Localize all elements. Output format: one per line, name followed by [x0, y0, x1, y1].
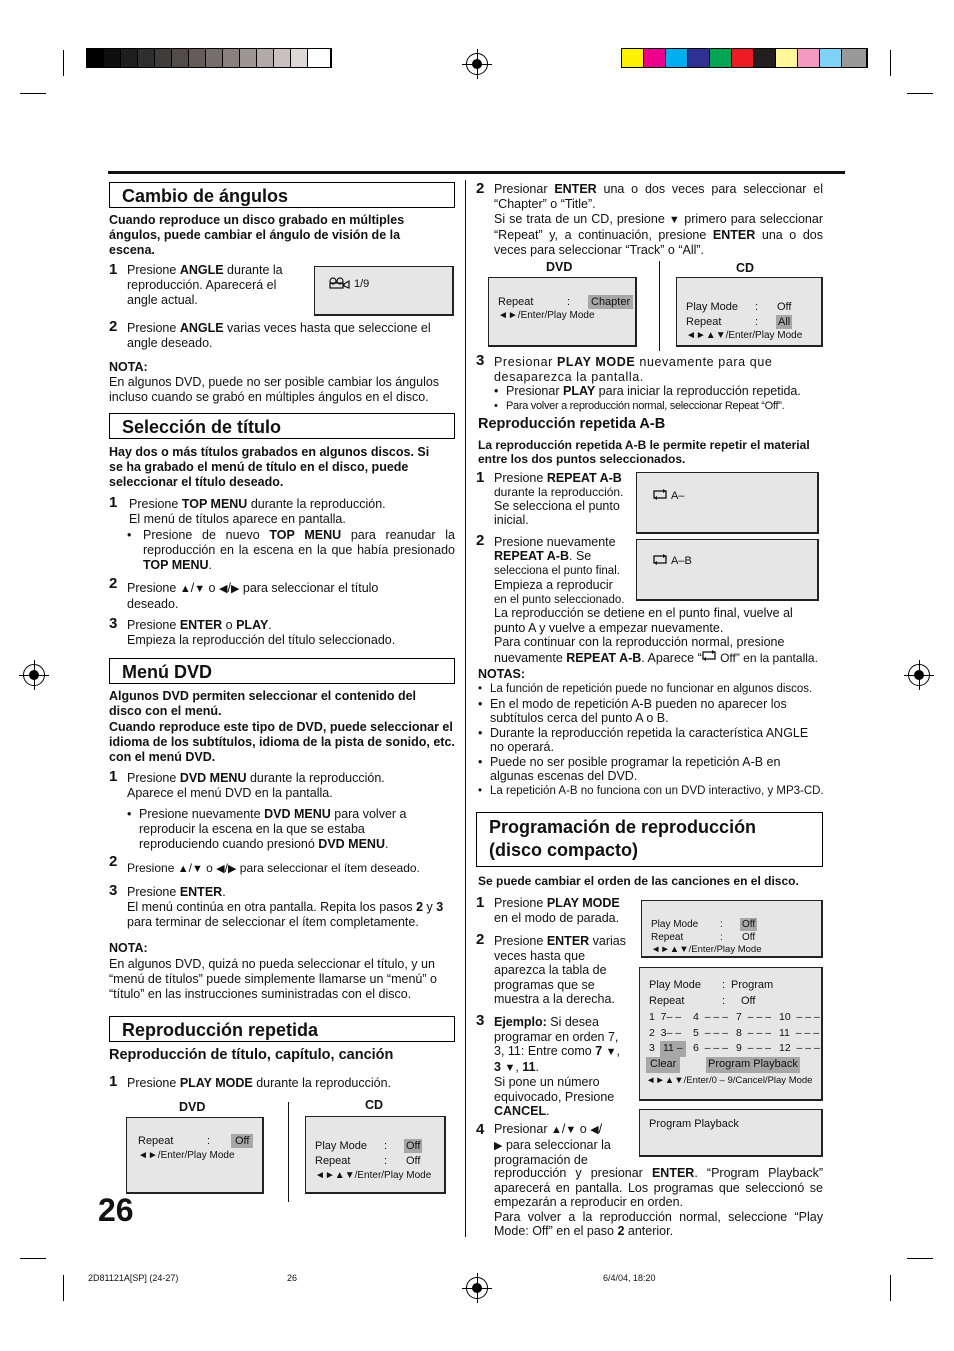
program-slot: 10 – – – — [779, 1011, 820, 1023]
dvd-menu-step3: Presione ENTER. El menú continúa en otra pantalla. Repita los pasos 2 y 3 para terminar de seleccionar el ítem completamente. — [127, 885, 444, 929]
step-number: 3 — [109, 882, 118, 899]
step-number: 1 — [109, 261, 118, 278]
calibration-swatch — [754, 49, 776, 67]
title-selection-step2: Presione ▲/▼ o ◀/▶ para seleccionar el título deseado. — [127, 581, 379, 611]
osd-divider — [659, 261, 660, 351]
dvd-menu-bullet: • Presione nuevamente DVD MENU para volver a reproducir la escena en la que se estaba reproduciendo cuando presionó DVD MENU. — [127, 807, 407, 851]
section-title-repeat: Reproducción repetida — [109, 1016, 455, 1042]
ab-step1: Presione REPEAT A-B durante la reproducción. Se selecciona el punto inicial. — [494, 471, 624, 527]
angle-osd-value: 1/9 — [354, 278, 370, 290]
calibration-swatch — [666, 49, 688, 67]
dvd-label: DVD — [546, 260, 573, 274]
up-arrow-icon: ▲ — [177, 863, 189, 875]
step-number: 2 — [476, 532, 485, 549]
note-item: • En el modo de repetición A-B pueden no aparecer los subtítulos cerca del punto A o B. — [478, 696, 787, 725]
dvd-menu-step1: Presione DVD MENU durante la reproducción. Aparece el menú DVD en la pantalla. — [127, 771, 385, 800]
dvd-menu-intro1: Algunos DVD permiten seleccionar el contenido del disco con el menú. — [109, 689, 417, 718]
crop-mark — [20, 1258, 46, 1259]
ab-step2-detail: La reproducción se detiene en el punto final, vuelve al punto A y vuelve a empezar nuevamente. Para continuar con la reproducción normal, presione nuevamente REPEAT A-B. Aparece “ Off” en la pantalla. — [494, 606, 818, 665]
program-slot: 8 – – – — [736, 1026, 772, 1039]
program-slot: 4 – – – — [693, 1011, 729, 1023]
calibration-swatch — [274, 49, 291, 67]
registration-target-icon — [23, 664, 45, 686]
note-item: • Puede no ser posible programar la repetición A-B en algunas escenas del DVD. — [478, 754, 781, 783]
calibration-swatch — [820, 49, 842, 67]
gray-calibration-bar — [86, 48, 332, 68]
notes-label: NOTAS: — [478, 667, 525, 681]
calibration-swatch — [688, 49, 710, 67]
calibration-swatch — [104, 49, 121, 67]
step-number: 4 — [476, 1121, 485, 1138]
program-step4-detail: reproducción y presionar ENTER. “Program Playback” aparecerá en pantalla. Los programas que seleccionó se empezarán a reproducir en orden. Para volver a la reproducción normal, seleccione “Play Mode: Off” en el paso 2 anterior. — [494, 1166, 823, 1238]
program-step4: Presionar ▲/▼ o ◀/ ▶ para seleccionar la programación de — [494, 1122, 611, 1167]
ab-step2: Presione nuevamente REPEAT A-B. Se selecciona el punto final. Empieza a reproducir en el punto seleccionado. — [494, 535, 625, 606]
repeat-step2-dvd-osd: Repeat : Chapter ◄►/Enter/Play Mode — [488, 277, 637, 347]
program-slot: 1 7– – — [649, 1011, 682, 1023]
right-arrow-icon: ▶ — [227, 863, 237, 875]
calibration-swatch — [776, 49, 798, 67]
left-arrow-icon: ◀ — [218, 583, 228, 595]
down-arrow-icon: ▼ — [565, 1124, 577, 1136]
note-item: • Durante la reproducción repetida la característica ANGLE no operará. — [478, 725, 809, 754]
up-arrow-icon: ▲ — [179, 583, 191, 595]
step-number: 3 — [476, 352, 485, 369]
down-arrow-icon: ▼ — [504, 1061, 516, 1074]
program-slot: 9 – – – — [736, 1042, 772, 1054]
repeat-step2-cd-osd: Play Mode : Off Repeat : All ◄►▲▼/Enter/Play Mode — [676, 277, 823, 347]
footer-date: 6/4/04, 18:20 — [603, 1273, 656, 1283]
step-number: 1 — [109, 1073, 118, 1090]
down-arrow-icon: ▼ — [668, 214, 681, 226]
step-number: 1 — [476, 469, 485, 486]
calibration-swatch — [138, 49, 155, 67]
calibration-swatch — [189, 49, 206, 67]
repeat-icon — [702, 651, 717, 665]
registration-target-icon — [908, 664, 930, 686]
title-selection-step1: Presione TOP MENU durante la reproducción. El menú de títulos aparece en pantalla. — [129, 497, 386, 526]
calibration-swatch — [622, 49, 644, 67]
program-slot: 7 – – – — [736, 1011, 772, 1023]
calibration-swatch — [155, 49, 172, 67]
program-slot: 5 – – – — [693, 1026, 729, 1039]
calibration-swatch — [798, 49, 820, 67]
step-number: 2 — [476, 180, 485, 197]
crop-mark — [63, 50, 64, 76]
calibration-swatch — [644, 49, 666, 67]
title-selection-intro: Hay dos o más títulos grabados en algunos discos. Si se ha grabado el menú de título en el disco, puede seleccionar el título deseado. — [109, 445, 430, 489]
program-slot: 11 – – – — [779, 1026, 820, 1039]
osd-divider — [288, 1102, 289, 1202]
section-title-angles: Cambio de ángulos — [109, 182, 455, 208]
step-number: 1 — [109, 494, 118, 511]
title-selection-bullet: • Presione de nuevo TOP MENU para reanudar la reproducción en la escena en la que había presionado TOP MENU. — [127, 528, 456, 572]
program-slot-selected: 11 – — [660, 1041, 686, 1057]
note-item: • La repetición A-B no funciona con un DVD interactivo, y MP3-CD. — [478, 784, 824, 797]
footer-page: 26 — [287, 1273, 298, 1283]
program-slot: 12 – – – — [779, 1042, 820, 1054]
dvd-menu-step2: Presione ▲/▼ o ◀/▶ para seleccionar el ítem deseado. — [127, 861, 420, 875]
cd-label: CD — [365, 1098, 384, 1112]
calibration-swatch — [206, 49, 223, 67]
angle-camera-icon — [329, 277, 351, 293]
ab-repeat-title: Reproducción repetida A-B — [478, 416, 666, 432]
angles-intro: Cuando reproduce un disco grabado en múltiples ángulos, puede cambiar el ángulo de visión de la escena. — [109, 213, 405, 257]
calibration-swatch — [172, 49, 189, 67]
note-item: • La función de repetición puede no funcionar en algunos discos. — [478, 683, 813, 695]
crop-mark — [907, 93, 933, 94]
repeat-step1: Presione PLAY MODE durante la reproducción. — [127, 1076, 392, 1090]
crop-mark — [63, 1275, 64, 1301]
cd-label: CD — [736, 261, 755, 275]
step-number: 2 — [109, 575, 118, 592]
ab-repeat-intro: La reproducción repetida A-B le permite repetir el material entre los dos puntos seleccionados. — [478, 438, 810, 466]
repeat-icon — [653, 554, 668, 570]
repeat-step3: Presionar PLAY MODE nuevamente para que desaparezca la pantalla. — [494, 355, 773, 384]
header-rule — [108, 171, 845, 174]
section-title-program: Programación de reproducción (disco compacto) — [476, 812, 823, 867]
repeat-subtitle: Reproducción de título, capítulo, canción — [109, 1047, 394, 1063]
calibration-swatch — [842, 49, 867, 67]
note-label: NOTA: — [109, 941, 148, 955]
calibration-swatch — [87, 49, 104, 67]
left-column — [109, 182, 456, 1181]
program-osd-1: Play Mode : Off Repeat : Off ◄►▲▼/Enter/Play Mode — [641, 900, 823, 958]
step-number: 1 — [476, 894, 485, 911]
ab-osd-2: A–B — [636, 539, 819, 601]
angles-step1: Presione ANGLE durante la reproducción. Aparecerá el angle actual. — [127, 263, 283, 307]
program-step3: Ejemplo: Si desea programar en orden 7, 3, 11: Entre como 7 ▼, 3 ▼, 11. Si pone un número equivocado, Presione CANCEL. — [494, 1015, 621, 1118]
dvd-menu-intro2: Cuando reproduce este tipo de DVD, puede seleccionar el idioma de los subtítulos, idioma de la pista de sonido, etc. con el menú DVD. — [109, 720, 455, 764]
angle-osd — [314, 266, 454, 316]
right-arrow-icon: ▶ — [494, 1139, 503, 1152]
up-arrow-icon: ▲ — [550, 1124, 562, 1136]
repeat-cd-osd: Play Mode : Off Repeat : Off ◄►▲▼/Enter/Play Mode — [305, 1116, 446, 1194]
down-arrow-icon: ▼ — [194, 583, 206, 595]
crop-mark — [890, 1275, 891, 1301]
angles-note: En algunos DVD, puede no ser posible cambiar los ángulos incluso cuando se grabó en múltiples ángulos en el disco. — [109, 375, 440, 404]
calibration-swatch — [732, 49, 754, 67]
footer-code: 2D81121A[SP] (24-27) — [88, 1273, 179, 1283]
ab-osd-1: A– — [636, 472, 819, 534]
crop-mark — [20, 93, 46, 94]
step-number: 3 — [476, 1012, 485, 1029]
calibration-swatch — [121, 49, 138, 67]
program-osd-3: Program Playback — [639, 1109, 823, 1157]
repeat-step3-bullet1: • Presionar PLAY para iniciar la reproducción repetida. — [494, 384, 801, 398]
down-arrow-icon: ▼ — [605, 1046, 617, 1058]
program-step1: Presione PLAY MODE en el modo de parada. — [494, 896, 620, 925]
step-number: 2 — [109, 853, 118, 870]
step-number: 3 — [109, 615, 118, 632]
repeat-step3-bullet2: • Para volver a reproducción normal, seleccionar Repeat “Off”. — [494, 400, 785, 412]
angles-step2: Presione ANGLE varias veces hasta que seleccione el angle deseado. — [127, 321, 431, 350]
column-divider — [465, 180, 466, 1237]
dvd-label: DVD — [179, 1100, 206, 1114]
program-slot: 2 3– – — [649, 1026, 682, 1039]
crop-mark — [890, 50, 891, 76]
left-arrow-icon: ◀ — [216, 863, 225, 875]
calibration-swatch — [257, 49, 274, 67]
color-calibration-bar — [621, 48, 868, 68]
step-number: 1 — [109, 768, 118, 785]
calibration-swatch — [308, 49, 331, 67]
title-selection-step3: Presione ENTER o PLAY. Empieza la reproducción del título seleccionado. — [127, 618, 396, 647]
program-intro: Se puede cambiar el orden de las canciones en el disco. — [478, 874, 799, 888]
right-arrow-icon: ▶ — [230, 583, 240, 595]
page-number: 26 — [98, 1192, 134, 1228]
left-arrow-icon: ◀ — [590, 1124, 599, 1136]
calibration-swatch — [291, 49, 308, 67]
note-label: NOTA: — [109, 360, 148, 374]
calibration-swatch — [223, 49, 240, 67]
repeat-icon — [653, 489, 668, 505]
registration-target-icon — [466, 1277, 488, 1299]
crop-mark — [907, 1258, 933, 1259]
dvd-menu-note: En algunos DVD, quizá no pueda seleccionar el título, y un “menú de títulos” puede simplemente llamarse un “menú” o “título” en las instrucciones suministradas con el disco. — [109, 957, 437, 1001]
step-number: 2 — [109, 318, 118, 335]
down-arrow-icon: ▼ — [191, 863, 203, 875]
program-step2: Presione ENTER varias veces hasta que aparezca la tabla de programas que se muestra a la derecha. — [494, 934, 627, 1006]
step-number: 2 — [476, 931, 485, 948]
repeat-dvd-osd: Repeat : Off ◄►/Enter/Play Mode — [126, 1117, 264, 1194]
section-title-title-selection: Selección de título — [109, 413, 455, 439]
calibration-swatch — [240, 49, 257, 67]
program-slot: 3 — [649, 1042, 655, 1054]
calibration-swatch — [710, 49, 732, 67]
ab-notes-list — [478, 682, 825, 798]
repeat-step2: Presionar ENTER una o dos veces para seleccionar el “Chapter” o “Title”. Si se trata de un CD, presione ▼ primero para seleccionar “Repeat” y, a continuación, presione ENTER una o dos veces para seleccionar “Track” o “All”. — [494, 182, 823, 257]
registration-target-icon — [466, 53, 488, 75]
program-osd-2: Play Mode : Program Repeat : Off 1 7– – 4 – – – 7 – – – 10 – – – 2 3– – 5 – – – 8 – – – 11 – – – 3 6 – – – 9 – – – 12 – – – 11 – Clear Program Playback ◄►▲▼/Enter/0 – 9/Cancel/Play Mode — [639, 967, 823, 1101]
program-slot: 6 – – – — [693, 1042, 729, 1054]
section-title-dvd-menu: Menú DVD — [109, 658, 455, 684]
